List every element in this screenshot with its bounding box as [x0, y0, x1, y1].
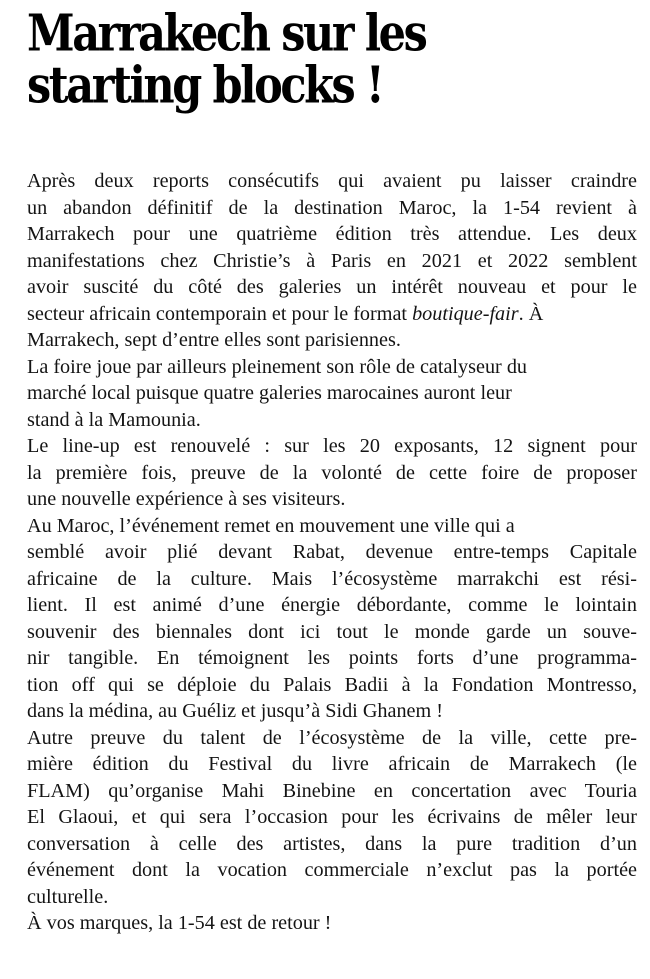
- text-segment: . À: [518, 302, 544, 325]
- text-line: conversation à celle des artistes, dans la pure tradition d’un: [27, 832, 637, 855]
- text-line: Le line-up est renouvelé : sur les 20 exposants, 12 signent pour: [27, 435, 637, 457]
- text-line: tion off qui se déploie du Palais Badii à la Fondation Montresso,: [27, 673, 637, 696]
- text-line: culturelle.: [27, 885, 109, 908]
- article-headline: [27, 4, 627, 116]
- text-line-with-italic: [27, 301, 637, 328]
- paragraph-local-market: [27, 354, 637, 434]
- text-line: Après deux reports consécutifs qui avaient pu laisser craindre: [27, 170, 637, 192]
- text-line: manifestations chez Christie’s à Paris en 2021 et 2022 semblent: [27, 249, 637, 272]
- text-line: marché local puisque quatre galeries marocaines auront leur: [27, 382, 512, 404]
- text-line: Autre preuve du talent de l’écosystème de la ville, cette pre-: [27, 726, 637, 749]
- paragraph-ecosystem: [27, 513, 637, 725]
- text-line: événement dont la vocation commerciale n’exclut pas la portée: [27, 859, 637, 881]
- text-line: Marrakech pour une quatrième édition très attendue. Les deux: [27, 223, 637, 245]
- text-line: nir tangible. En témoignent les points forts d’une programma-: [27, 647, 637, 669]
- text-line: un abandon définitif de la destination Maroc, la 1-54 revient à: [27, 196, 637, 219]
- text-line: mière édition du Festival du livre africain de Marrakech (le: [27, 753, 637, 775]
- paragraph-intro: [27, 168, 637, 354]
- headline-line: Marrakech sur les: [27, 4, 426, 64]
- paragraph-closing: [27, 910, 637, 937]
- text-line: souvenir des biennales dont ici tout le monde garde un souve-: [27, 620, 637, 643]
- text-line: La foire joue par ailleurs pleinement son rôle de catalyseur du: [27, 355, 528, 378]
- text-line: avoir suscité du côté des galeries un intérêt nouveau et pour le: [27, 276, 637, 298]
- text-line: El Glaoui, et qui sera l’occasion pour les écrivains de mêler leur: [27, 806, 637, 828]
- text-line: une nouvelle expérience à ses visiteurs.: [27, 488, 346, 510]
- text-line: dans la médina, au Guéliz et jusqu’à Sidi Ghanem !: [27, 700, 443, 722]
- article-body: [27, 168, 637, 937]
- text-line: lient. Il est animé d’une énergie débordante, comme le lointain: [27, 594, 637, 616]
- text-line: la première fois, preuve de la volonté de cette foire de proposer: [27, 461, 637, 484]
- text-line: africaine de la culture. Mais l’écosystème marrakchi est rési-: [27, 567, 637, 590]
- paragraph-festival: [27, 725, 637, 911]
- headline-line: starting blocks !: [27, 56, 383, 116]
- text-line: semblé avoir plié devant Rabat, devenue entre-temps Capitale: [27, 541, 637, 563]
- text-line: stand à la Mamounia.: [27, 408, 201, 431]
- text-line: Marrakech, sept d’entre elles sont parisiennes.: [27, 329, 401, 351]
- text-line: FLAM) qu’organise Mahi Binebine en concertation avec Touria: [27, 779, 637, 802]
- text-line: À vos marques, la 1-54 est de retour !: [27, 912, 332, 934]
- text-line: Au Maroc, l’événement remet en mouvement une ville qui a: [27, 514, 515, 537]
- italic-term: boutique-fair: [412, 302, 519, 325]
- text-segment: secteur africain contemporain et pour le format: [27, 302, 413, 325]
- paragraph-line-up: [27, 433, 637, 513]
